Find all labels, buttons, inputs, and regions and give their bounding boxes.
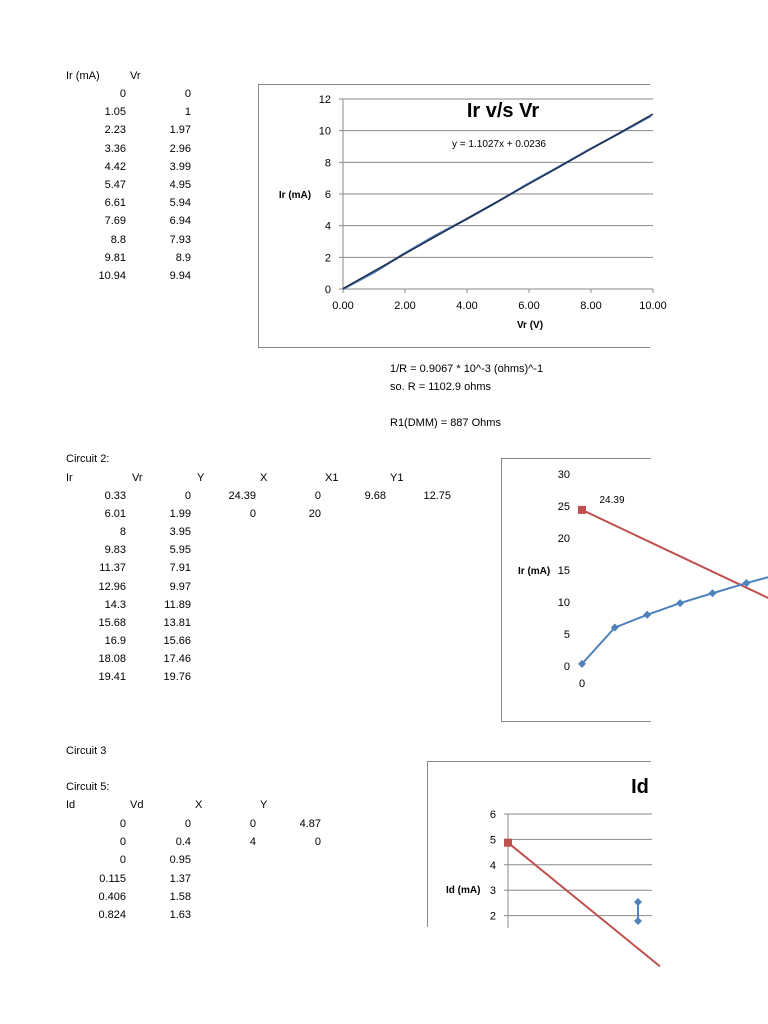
y-axis-label: Ir (mA) <box>518 566 551 577</box>
data-point-marker <box>634 917 642 925</box>
circuit5-y-cell: 4.87 <box>299 818 321 830</box>
circuit2-y1-cell: 12.75 <box>423 490 451 502</box>
circuit5-id-cell: 0 <box>119 836 126 849</box>
y-tick-label: 2 <box>324 252 331 265</box>
circuit5-header-id: Id <box>66 799 76 811</box>
circuit2-x-cell: 20 <box>308 508 321 521</box>
table1-ir-cell: 3.36 <box>104 142 126 155</box>
data-series-line <box>582 542 768 664</box>
circuit5-id-cell: 0.406 <box>98 890 126 903</box>
table1-ir-cell: 9.81 <box>104 251 126 264</box>
data-point-marker <box>634 898 642 906</box>
x-tick-label: 0.00 <box>332 300 354 312</box>
table1-vr-cell: 4.95 <box>169 179 191 191</box>
y-tick-label: 5 <box>489 834 496 847</box>
circuit2-vr-cell: 7.91 <box>169 562 191 575</box>
x-tick-label: 4.00 <box>456 300 478 312</box>
y-tick-label: 0 <box>324 284 331 296</box>
y-tick-label: 10 <box>557 597 570 609</box>
circuit2-vr-cell: 9.97 <box>169 580 191 593</box>
table1-ir-cell: 5.47 <box>104 179 126 191</box>
circuit5-vd-cell: 1.58 <box>169 890 191 903</box>
circuit5-vd-cell: 0 <box>184 818 191 830</box>
load-line <box>582 510 768 666</box>
load-line-marker <box>578 506 586 514</box>
table1-vr-cell: 1.97 <box>169 124 191 137</box>
data-point-marker <box>643 611 651 619</box>
y-tick-label: 8 <box>324 157 331 170</box>
table1-ir-cell: 1.05 <box>104 106 126 119</box>
circuit5-y-cell: 0 <box>314 836 321 849</box>
chart-ir-vs-vr <box>258 84 667 348</box>
y-tick-label: 5 <box>563 629 570 641</box>
circuit2-ir-cell: 8 <box>119 526 126 539</box>
circuit2-header-x1: X1 <box>325 472 339 484</box>
circuit2-vr-cell: 17.46 <box>163 652 191 665</box>
y-tick-label: 6 <box>324 189 331 201</box>
circuit5-header-vd: Vd <box>130 799 144 811</box>
circuit2-ir-cell: 0.33 <box>104 490 126 502</box>
table1-vr-cell: 8.9 <box>175 251 191 264</box>
circuit2-x1-cell: 9.68 <box>364 490 386 502</box>
circuit5-id-cell: 0 <box>119 854 126 867</box>
trendline-equation: y = 1.1027x + 0.0236 <box>452 139 546 150</box>
circuit2-ir-cell: 18.08 <box>98 652 126 665</box>
circuit5-header-y: Y <box>260 799 268 811</box>
table1-ir-cell: 10.94 <box>98 270 126 282</box>
circuit5-vd-cell: 0.95 <box>169 854 191 867</box>
circuit2-vr-cell: 1.99 <box>169 508 191 521</box>
circuit5-header-x: X <box>195 799 203 811</box>
chart-circuit5 <box>427 761 651 927</box>
circuit2-header-x: X <box>260 472 268 484</box>
y-tick-label: 6 <box>489 809 496 821</box>
circuit2-vr-cell: 19.76 <box>163 671 191 683</box>
circuit5-title: Circuit 5: <box>66 781 110 793</box>
x-tick-label: 0 <box>578 678 586 690</box>
y-tick-label: 25 <box>557 501 570 513</box>
y-tick-label: 12 <box>318 94 331 106</box>
circuit2-vr-cell: 3.95 <box>169 526 191 539</box>
circuit2-ir-cell: 12.96 <box>98 580 126 593</box>
circuit5-id-cell: 0 <box>119 818 126 830</box>
circuit2-vr-cell: 13.81 <box>163 616 191 629</box>
circuit2-vr-cell: 5.95 <box>169 544 191 557</box>
circuit2-ir-cell: 15.68 <box>98 616 126 629</box>
circuit5-id-cell: 0.115 <box>99 872 126 885</box>
table1-vr-cell: 6.94 <box>169 215 191 228</box>
circuit2-vr-cell: 15.66 <box>163 634 191 647</box>
y-tick-label: 30 <box>557 469 570 481</box>
table1-vr-cell: 5.94 <box>169 197 191 210</box>
x-tick-label: 2.00 <box>394 300 416 312</box>
y-tick-label: 0 <box>563 661 570 673</box>
circuit2-ir-cell: 6.01 <box>104 508 126 521</box>
load-line-marker <box>504 839 512 847</box>
circuit2-vr-cell: 0 <box>184 490 191 502</box>
y-tick-label: 4 <box>324 220 331 233</box>
y-tick-label: 4 <box>489 859 496 872</box>
chart-ir-vs-vr-svg <box>259 85 667 349</box>
chart-title: Id <box>631 776 649 798</box>
y-tick-label: 20 <box>557 533 570 545</box>
circuit2-ir-cell: 9.83 <box>104 544 126 557</box>
table1-header-vr: Vr <box>130 70 141 82</box>
table1-vr-cell: 9.94 <box>169 270 191 282</box>
x-tick-label: 10.00 <box>639 300 667 312</box>
circuit2-header-ir: Ir <box>66 472 73 484</box>
circuit5-x-cell: 0 <box>249 818 256 830</box>
circuit2-header-y: Y <box>197 472 205 484</box>
circuit2-ir-cell: 11.37 <box>99 562 126 575</box>
circuit5-vd-cell: 1.37 <box>169 872 191 885</box>
data-point-marker <box>709 589 717 597</box>
circuit2-ir-cell: 19.41 <box>98 671 126 683</box>
circuit2-y-cell: 0 <box>249 508 256 521</box>
circuit5-vd-cell: 1.63 <box>169 909 191 921</box>
circuit2-y-cell: 24.39 <box>228 490 256 502</box>
x-tick-label: 6.00 <box>518 300 540 312</box>
table1-ir-cell: 0 <box>119 88 126 100</box>
chart-circuit5-svg <box>428 762 652 928</box>
circuit2-title: Circuit 2: <box>66 453 110 465</box>
table1-ir-cell: 8.8 <box>110 233 126 246</box>
circuit2-header-y1: Y1 <box>390 472 404 484</box>
note-dmm-resistance: R1(DMM) = 887 Ohms <box>390 417 501 429</box>
circuit2-x-cell: 0 <box>314 490 321 502</box>
table1-ir-cell: 6.61 <box>104 197 126 210</box>
circuit5-id-cell: 0.824 <box>98 909 126 921</box>
y-tick-label: 15 <box>557 565 570 577</box>
data-point-marker <box>676 599 684 607</box>
circuit2-vr-cell: 11.89 <box>164 598 191 611</box>
y-axis-label: Ir (mA) <box>278 190 312 201</box>
circuit2-ir-cell: 14.3 <box>104 598 126 611</box>
circuit2-header-vr: Vr <box>132 472 143 484</box>
y-tick-label: 2 <box>489 910 496 923</box>
chart-title: Ir v/s Vr <box>466 100 540 122</box>
circuit2-ir-cell: 16.9 <box>104 634 126 647</box>
table1-header-ir: Ir (mA) <box>66 70 100 82</box>
note-resistance: so. R = 1102.9 ohms <box>390 381 491 393</box>
table1-vr-cell: 2.96 <box>169 142 191 155</box>
x-tick-label: 8.00 <box>580 300 602 312</box>
table1-ir-cell: 4.42 <box>104 160 126 173</box>
table1-vr-cell: 1 <box>184 106 191 119</box>
x-axis-label: Vr (V) <box>516 320 544 331</box>
table1-ir-cell: 7.69 <box>104 215 126 228</box>
table1-vr-cell: 7.93 <box>169 233 191 246</box>
chart-circuit2-svg <box>502 459 652 723</box>
circuit3-title: Circuit 3 <box>66 745 107 757</box>
table1-ir-cell: 2.23 <box>104 124 126 137</box>
circuit5-x-cell: 4 <box>249 836 256 849</box>
chart-circuit2 <box>501 458 651 722</box>
note-conductance: 1/R = 0.9067 * 10^-3 (ohms)^-1 <box>390 363 544 375</box>
y-tick-label: 3 <box>489 885 496 898</box>
table1-vr-cell: 0 <box>184 88 191 100</box>
y-axis-label: Id (mA) <box>446 885 481 896</box>
data-label: 24.39 <box>599 495 625 506</box>
y-tick-label: 10 <box>318 125 331 138</box>
table1-vr-cell: 3.99 <box>169 160 191 173</box>
circuit5-vd-cell: 0.4 <box>175 836 191 849</box>
